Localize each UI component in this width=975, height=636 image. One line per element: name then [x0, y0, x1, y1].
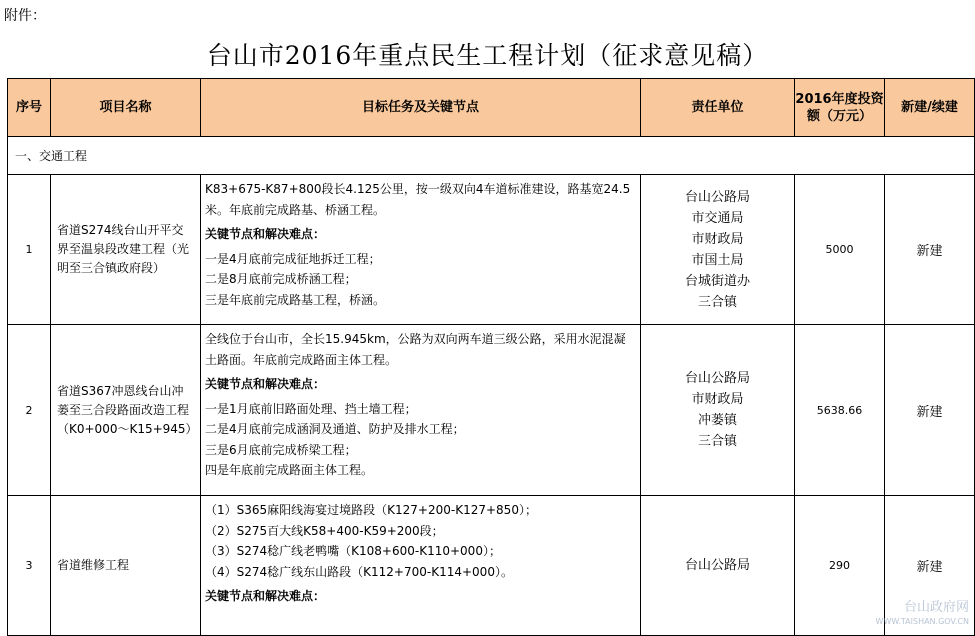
col-header-unit: 责任单位	[641, 79, 795, 137]
key-nodes-label: 关键节点和解决难点：	[205, 227, 326, 241]
row-no: 1	[8, 175, 51, 325]
col-header-type: 新建/续建	[885, 79, 975, 137]
investment-amount: 5638.66	[795, 325, 885, 496]
project-table	[7, 78, 975, 636]
node-item: 三是6月底前完成桥梁工程；	[205, 442, 357, 457]
project-goal	[201, 325, 641, 496]
node-item: 四是年底前完成路面主体工程。	[205, 463, 374, 477]
col-header-no: 序号	[8, 79, 51, 137]
goal-item: （3）S274稔广线老鸭嘴（K108+600-K110+000）；	[205, 544, 501, 558]
unit-item: 冲蒌镇	[697, 413, 737, 428]
key-nodes-label: 关键节点和解决难点：	[205, 377, 326, 391]
goal-item: （4）S274稔广线东山路段（K112+700-K114+000）。	[205, 564, 513, 579]
responsible-units	[641, 325, 795, 496]
table-header-row	[8, 79, 975, 137]
unit-item: 三合镇	[697, 294, 737, 310]
key-nodes-label: 关键节点和解决难点：	[205, 589, 326, 603]
unit-item: 市财政局	[691, 231, 744, 247]
goal-text: K83+675-K87+800段长4.125公里，按一级双向4车道标准建设，路基宽24.5米。年底前完成路基、桥涵工程。	[205, 182, 631, 217]
unit-item: 市国土局	[691, 252, 744, 268]
goal-item: （2）S275百大线K58+400-K59+200段；	[205, 523, 444, 538]
project-name: 省道S367冲恩线台山冲蒌至三合段路面改造工程（K0+000～K15+945）	[51, 325, 201, 496]
responsible-units	[641, 175, 795, 325]
section-title: 一、交通工程	[8, 137, 975, 175]
unit-item: 台山公路局	[684, 189, 750, 205]
investment-amount: 290	[795, 496, 885, 636]
unit-item: 三合镇	[697, 434, 737, 449]
watermark-text: 台山政府网	[903, 600, 969, 615]
goal-text: 全线位于台山市，全长15.945km，公路为双向两车道三级公路，采用水泥混凝土路面。年底前完成路面主体工程。	[205, 332, 626, 367]
watermark	[841, 601, 969, 629]
unit-item: 市财政局	[691, 392, 744, 407]
table-row	[8, 175, 975, 325]
col-header-name: 项目名称	[51, 79, 201, 137]
col-header-amount: 2016年度投资额（万元）	[795, 79, 885, 137]
unit-item: 台城街道办	[684, 273, 750, 289]
project-name: 省道S274线台山开平交界至温泉段改建工程（光明至三合镇政府段）	[51, 175, 201, 325]
node-item: 一是1月底前旧路面处理、挡土墙工程；	[205, 401, 417, 416]
attachment-label: 附件：	[4, 8, 46, 24]
responsible-units	[641, 496, 795, 636]
node-item: 一是4月底前完成征地拆迁工程；	[205, 251, 381, 266]
node-item: 二是8月底前完成桥涵工程；	[205, 272, 357, 286]
section-row	[8, 137, 975, 175]
project-goal	[201, 496, 641, 636]
table-row	[8, 325, 975, 496]
table-row	[8, 496, 975, 636]
investment-amount: 5000	[795, 175, 885, 325]
node-item: 三是年底前完成路基工程，桥涵。	[205, 292, 386, 307]
row-no: 2	[8, 325, 51, 496]
watermark-subtext: WWW.TAISHAN.GOV.CN	[875, 617, 969, 626]
project-goal	[201, 175, 641, 325]
unit-item: 台山公路局	[684, 371, 750, 386]
page-title: 台山市2016年重点民生工程计划（征求意见稿）	[206, 41, 769, 70]
node-item: 二是4月底前完成涵洞及通道、防护及排水工程；	[205, 422, 465, 436]
goal-item: （1）S365麻阳线海宴过境路段（K127+200-K127+850）；	[205, 503, 537, 517]
project-type: 新建	[885, 496, 975, 636]
project-name: 省道维修工程	[51, 496, 201, 636]
col-header-goal: 目标任务及关键节点	[201, 79, 641, 137]
project-type: 新建	[885, 175, 975, 325]
project-type: 新建	[885, 325, 975, 496]
row-no: 3	[8, 496, 51, 636]
unit-item: 台山公路局	[684, 558, 750, 573]
unit-item: 市交通局	[691, 210, 744, 226]
